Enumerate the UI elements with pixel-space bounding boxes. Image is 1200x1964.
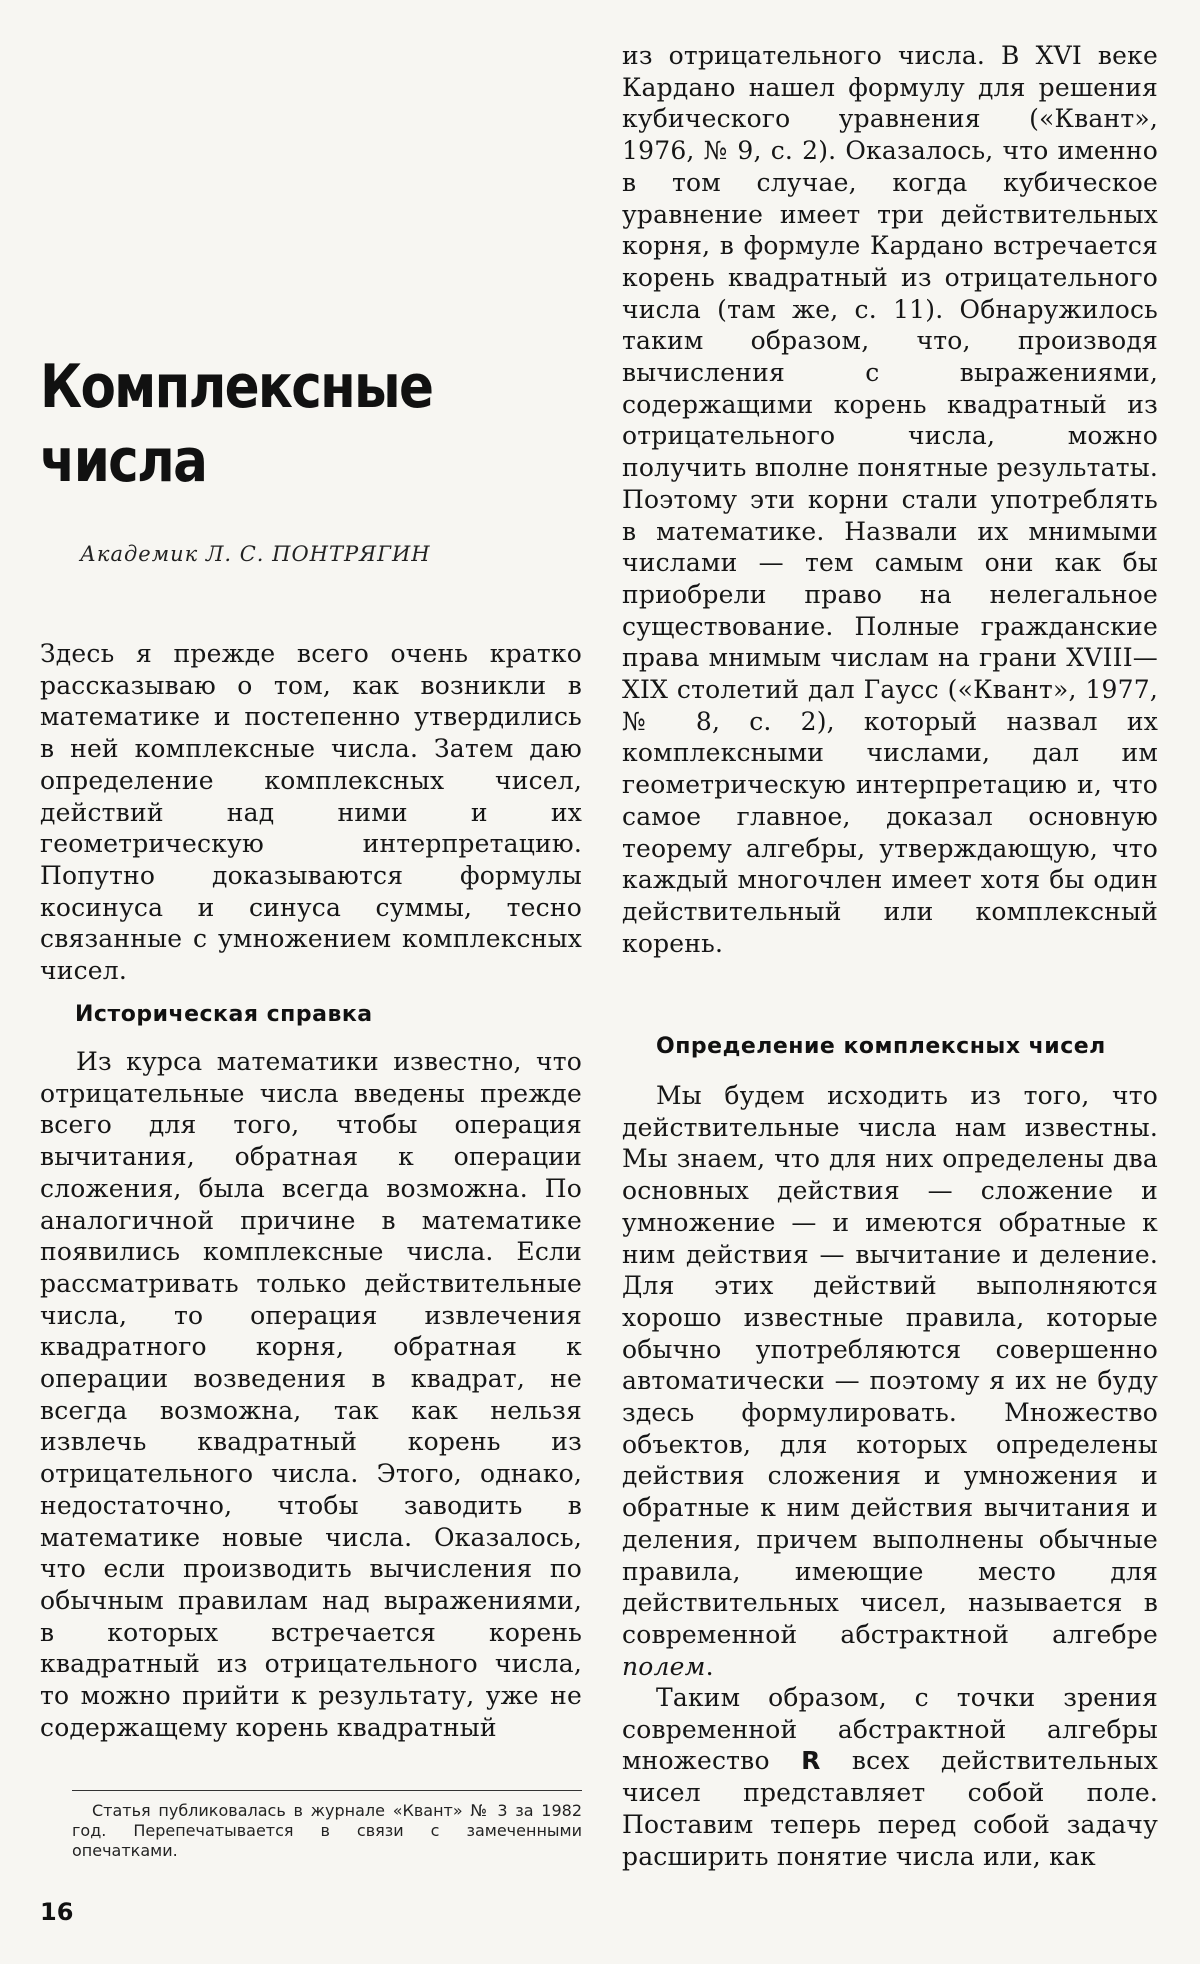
page-number: 16 — [40, 1898, 74, 1926]
article-abstract: Здесь я прежде всего очень кратко рассказываю о том, как возникли в математике и постепенно утвердились в ней комплексные числа. Затем даю определение комплексных чисел, действий над ними и их геометрическую интерпретацию. Попутно доказываются формулы косинуса и синуса суммы, тесно связанные с умножением комплексных чисел. — [40, 639, 582, 986]
real-numbers-symbol: R — [801, 1746, 821, 1776]
footnote: Статья публиковалась в журнале «Квант» № 3 за 1982 год. Перепечатывается в связи с замеченными опечатками. — [72, 1801, 582, 1860]
definition-paragraph-1: Мы будем исходить из того, что действительные числа нам известны. Мы знаем, что для них определены два основных действия — сложение и умножение — и имеются обратные к ним действия — вычитание и деление. Для этих действий выполняются хорошо известные правила, которые обычно употребляются совершенно автоматически — поэтому я их не буду здесь формулировать. Множество объектов, для которых определены действия сложения и умножения и обратные к ним действия вычитания и деления, причем выполнены обычные правила, имеющие место для действительных чисел, называется в современной абстрактной алгебре полем. — [622, 1081, 1158, 1681]
section-heading-definition: Определение комплексных чисел — [656, 1034, 1106, 1059]
history-paragraph: Из курса математики известно, что отрицательные числа введены прежде всего для того, чтобы операция вычитания, обратная к операции сложения, была всегда возможна. По аналогичной причине в математике появились комплексные числа. Если рассматривать только действительные числа, то операция извлечения квадратного корня, обратная к операции возведения в квадрат, не всегда возможна, так как нельзя извлечь квадратный корень из отрицательного числа. Этого, однако, недостаточно, чтобы заводить в математике новые числа. Оказалось, что если производить вычисления по обычным правилам над выражениями, в которых встречается корень квадратный из отрицательного числа, то можно прийти к результату, уже не содержащему корень квадратный — [40, 1047, 582, 1742]
definition-paragraph-2-after: всех действительных чисел представляет собой поле. Поставим теперь перед собой задачу расширить понятие числа или, как — [622, 1746, 1159, 1871]
footnote-divider — [72, 1790, 582, 1791]
article-title-line1: Комплексные — [40, 352, 433, 422]
definition-paragraph-2 — [622, 1682, 1158, 1872]
article-title-line2: числа — [40, 426, 207, 496]
article-author: Академик Л. С. ПОНТРЯГИН — [80, 542, 431, 566]
definition-paragraph-1-text: Мы будем исходить из того, что действительные числа нам известны. Мы знаем, что для них определены два основных действия — сложение и умножение — и имеются обратные к ним действия — вычитание и деление. Для этих действий выполняются хорошо известные правила, которые обычно употребляются совершенно автоматически — поэтому я их не буду здесь формулировать. Множество объектов, для которых определены действия сложения и умножения и обратные к ним действия вычитания и деления, причем выполнены обычные правила, имеющие место для действительных чисел, называется в современной абстрактной алгебре — [622, 1081, 1158, 1649]
definition-paragraph-2-before: Таким образом, с точки зрения современной абстрактной алгебры множество — [622, 1683, 1158, 1776]
history-continuation-paragraph: из отрицательного числа. В XVI веке Кардано нашел формулу для решения кубического уравнения («Квант», 1976, № 9, с. 2). Оказалось, что именно в том случае, когда кубическое уравнение имеет три действительных корня, в формуле Кардано встречается корень квадратный из отрицательного числа (там же, с. 11). Обнаружилось таким образом, что, производя вычисления с выражениями, содержащими корень квадратный из отрицательного числа, можно получить вполне понятные результаты. Поэтому эти корни стали употреблять в математике. Назвали их мнимыми числами — тем самым они как бы приобрели право на нелегальное существование. Полные гражданские права мнимым числам на грани XVIII—XIX столетий дал Гаусс («Квант», 1977, № 8, с. 2), который назвал их комплексными числами, дал им геометрическую интерпретацию и, что самое главное, доказал основную теорему алгебры, утверждающую, что каждый многочлен имеет хотя бы один действительный или комплексный корень. — [622, 41, 1158, 958]
section-heading-history: Историческая справка — [75, 1002, 373, 1027]
article-title — [40, 350, 470, 498]
term-field: полем — [622, 1651, 706, 1681]
